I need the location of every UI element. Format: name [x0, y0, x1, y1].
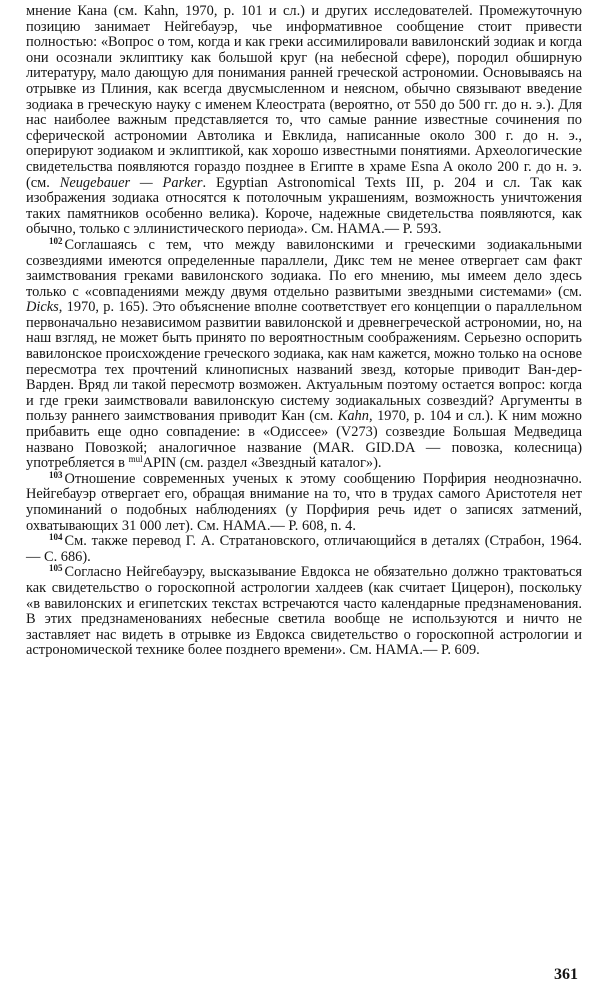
text-segment: Соглашаясь с тем, что между вавилонскими и греческими зодиакальными созвездиями имеются определенные параллели, Дикс тем не менее отвергает сам факт заимствования греками вавилонского зодиака. По его мнению, мы имеем дело здесь только с «совпадениями между двумя отдельно развитыми звездными системами» (см.: [26, 236, 582, 300]
footnote-number: 103: [49, 469, 63, 480]
footnote-103: [26, 469, 582, 534]
text-segment: , 1970, p. 104 и сл.). К ним можно прибавить еще одно совпадение: в «Одиссее» (V273) созвездие Большая Медведица названо Повозкой; аналогичное название (MAR. GID.DA — повозка, колесница) употребляется в: [26, 408, 582, 472]
footnote-continuation: [26, 4, 582, 238]
text-segment: APIN (см. раздел «Звездный каталог»).: [142, 455, 382, 472]
superscript-text: mul: [128, 454, 143, 465]
footnote-102: [26, 235, 582, 472]
italic-citation: Kahn: [337, 408, 369, 425]
footnote-104: [26, 534, 582, 565]
footnote-number: 105: [49, 563, 63, 574]
footnote-105: [26, 565, 582, 659]
text-segment: Согласно Нейгебауэру, высказывание Евдокса не обязательно должно трактоваться как свидетельство о гороскопной астрологии халдеев (как считает Цицерон), поскольку «в вавилонских и египетских текстах встречаются часто календарные предзнаменования. В этих предзнаменованиях небесные светила вообще не используются и ничто не заставляет нас видеть в отрывке из Евдокса свидетельство о гороскопной астрологии и астрономической технике более позднего времени». См. HAMA.— P. 609.: [26, 564, 582, 659]
text-segment: , 1970, p. 165). Это объяснение вполне соответствует его концепции о параллельном первоначально независимом развитии вавилонской и древнегреческой астрономии, но, на наш взгляд, не может быть принято по вероятностным соображениям. Серьезно оспорить вавилонское происхождение греческого зодиака, как нам кажется, можно только на основе пересмотра тех прочтений клинописных названий звезд, которые приводит Ван-дер-Варден. Вряд ли такой пересмотр возможен. Актуальным поэтому остается вопрос: когда и где греки заимствовали вавилонскую систему зодиакальных созвездий? Аргументы в пользу раннего заимствования приводит Кан (см.: [26, 299, 582, 425]
footnote-number: 102: [49, 235, 63, 246]
italic-citation: Dicks: [26, 299, 59, 316]
page-number: 361: [554, 966, 578, 983]
text-segment: мнение Кана (см. Kahn, 1970, p. 101 и сл.) и других исследователей. Промежуточную позицию занимает Нейгебауэр, чье информативное сообщение стоит привести полностью: «Вопрос о том, когда и как греки ассимилировали вавилонский зодиак и когда они осознали эклиптику как большой круг (на небесной сфере), породил обширную литературу, мало дающую для понимания ранней греческой астрономии. Основываясь на отрывке из Плиния, как всегда двусмысленном и неясном, обычно связывают введение зодиака в греческую науку с именем Клеострата (вероятно, от 550 до 500 гг. до н. э.). Для нас наиболее важным представляется то, что самые ранние известные сочинения по сферической астрономии Автолика и Евклида, написанные около 300 г. до н. э., оперируют зодиаком и эклиптикой, как хорошо известными понятиями. Археологические свидетельства появляются гораздо позднее в Египте в храме Esna A около 200 г. до н. э. (см.: [26, 3, 582, 191]
italic-citation: Neugebauer — Parker: [59, 174, 203, 191]
text-segment: См. также перевод Г. А. Стратановского, отличающийся в деталях (Страбон, 1964.— С. 686).: [26, 533, 582, 565]
page-body: [26, 4, 582, 659]
text-segment: . Egyptian Astronomical Texts III, p. 204 и сл. Так как изображения зодиака относятся к потолочным украшениям, возможность уничтожения таких памятников особенно велика). Короче, надежные свидетельства появляются, как обычно, только с эллинистического периода». См. HAMA.— P. 593.: [26, 174, 582, 238]
footnote-number: 104: [49, 532, 63, 543]
text-segment: Отношение современных ученых к этому сообщению Порфирия неоднозначно. Нейгебауэр отвергает его, обращая внимание на то, что в трудах самого Аристотеля нет упоминаний о подобных наблюдениях (у Порфирия речь идет о записях затмений, охватывающих 31 000 лет). См. HAMA.— P. 608, n. 4.: [26, 470, 582, 534]
